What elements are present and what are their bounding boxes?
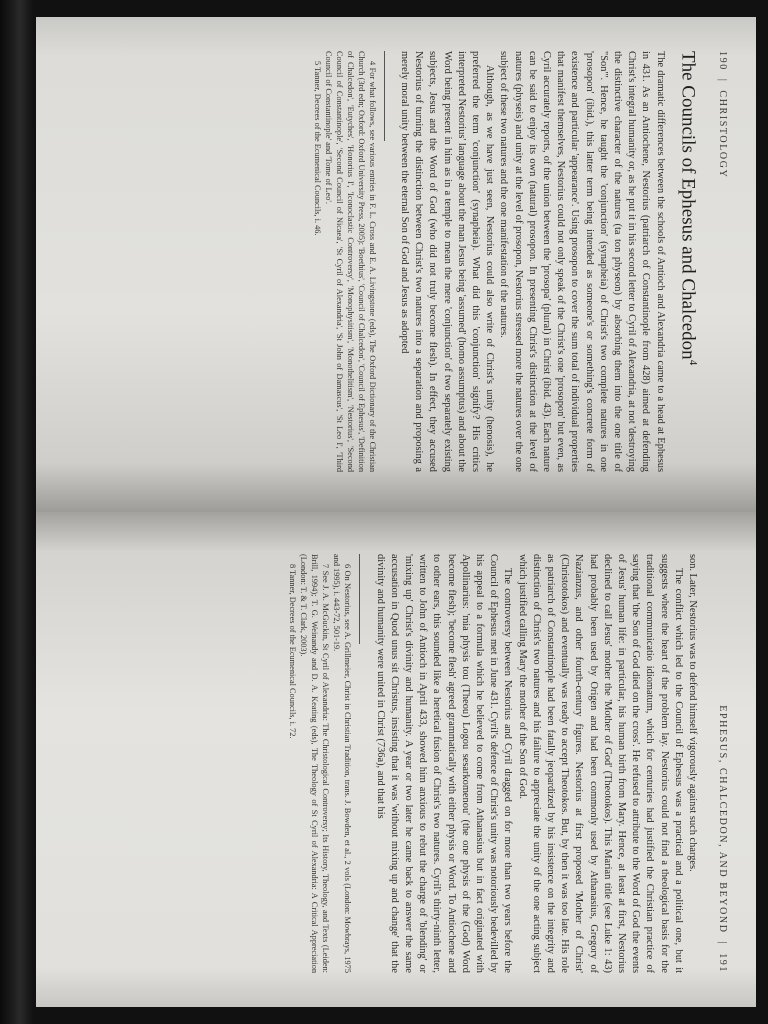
heading-note-marker: 4 bbox=[687, 359, 699, 366]
right-page bbox=[36, 512, 756, 1007]
left-running-title: CHRISTOLOGY bbox=[717, 90, 728, 179]
left-page bbox=[36, 17, 756, 512]
left-paragraph-1: The dramatic differences between the schools of Antioch and Alexandria came to a head at Ephesus in 431. As an Antiochene, Nestorius (patriarch of Constantinople from 428) aimed at defending Christ's integral humanity or, as he put it in his second letter to Cyril of Alexandria, at not 'destroying the distinctive character of the natures (ta ton physeon) by absorbing them into the one title of "Son"'. Hence, he taught the 'conjunction' (synapheia) of Christ's two complete natures in one 'prosopon' (ibid.), this latter term being intended as someone's or something's concrete form of existence and particular 'appearance'. Using prosopon to cover the sum total of individual properties that manifest themselves, Nestorius could not only speak of the Christ's one 'prosopon' but even, as Cyril accurately reports, of the union between the 'prosopa' (plural) in Christ (ibid. 43). Each nature can be said to enjoy its own (natural) prosopon. In presenting Christ's distinction at the level of natures (physeis) and unity at the level of prosopon, Nestorius stressed more the natures over the one subject of these two natures and the one manifestation of the natures. bbox=[498, 51, 666, 472]
left-footnote-5: 5 Tanner, Decrees of the Ecumenical Councils, i. 46. bbox=[312, 61, 322, 236]
footnote-rule bbox=[384, 51, 385, 141]
left-paragraph-2: Although, as we have just seen, Nestorius could also write of Christ's unity (henosis), he preferred the term 'conjunction' (synapheia). What did this 'conjunction' signify? His critics interpreted Nestorius' language about the man Jesus being 'assumed' (homo assumptus) and about the Word being present in him as in a temple to mean the mere 'conjunction' of two separately existing subjects, Jesus and the Word of God (who did not truly become flesh). In effect, they accused Nestorius of turning the distinction between Christ's two natures into a separation and proposing a merely moral unity between the eternal Son of God and Jesus as adopted bbox=[399, 51, 496, 472]
section-heading-text: The Councils of Ephesus and Chalcedon bbox=[677, 51, 699, 360]
right-paragraph-2: The conflict which led to the Council of Ephesus was a practical and a political one, but it suggests where the heart of the problem lay. Nestorius could not find a theological basis for the traditional communicatio idiomatum, which for centuries had justified the Christian practice of saying that 'the Son of God died on the cross'. He refused to attribute to the Word of God the events of Jesus' human life: in particular, his human birth from Mary. Hence, at least at first, Nestorius declined to call Jesus' mother the 'Mother of God' (Theotokos). This Marian title (see Luke 1: 43) had probably been used by Origen and had been commonly used by Athanasius, Gregory of Nazianzus, and other fourth-century figures. Nestorius at first proposed 'Mother of Christ' (Christotokos) and eventually was ready to accept Theotokos. But, by then it was too late. His role as patriarch of Constantinople had been fatally jeopardized by his insistence on the integrity and distinction of Christ's two natures and his failure to appreciate the unity of the one acting subject which justified calling Mary the mother of the Son of God. bbox=[516, 554, 684, 973]
right-footnote-6: 6 On Nestorius, see A. Grillmeier, Christ in Christian Tradition, trans. J. Bowden, et al., 2 vols (London: Mowbrays, 1975 and 1995), i. 443-72, 501-19. bbox=[332, 554, 353, 973]
right-page-number: 191 bbox=[717, 953, 728, 973]
section-heading bbox=[677, 51, 699, 472]
footnote-rule bbox=[359, 554, 360, 644]
left-footnote-4: 4 For what follows, see various entries in F. L. Cross and E. A. Livingstone (eds), The Oxford Dictionary of the Christian Church (3rd edn; Oxford: Oxford University Press, 2005): 'Boethius', 'Council of Chalcedon', 'Council of Ephesus', 'Definition of Chalcedon', 'Eutyches', 'Honorius I', 'Iconoclastic Controversy', 'Monophysitism', 'Monothelitism', 'Nestorius', 'Second Council of Constantinople', 'Second Council of Nicaea', 'St Cyril of Alexandria', 'St John of Damascus', 'St Leo I', 'Third Council of Constantinople' and 'Tome of Leo'. bbox=[323, 51, 377, 472]
right-paragraph-1: son. Later, Nestorius was to defend himself vigorously against such charges. bbox=[687, 554, 698, 872]
right-footnote-7: 7 See J. A. McGuckin, St Cyril of Alexandria: The Christological Controversy; Its History, Theology, and Texts (Leiden: Brill, 1994); T. G. Weinandy and D. A. Keating (eds), The Theology of St Cyril of Alexandria: A Critical Appreciation (London: T. & T. Clark, 2003). bbox=[299, 554, 331, 973]
right-paragraph-3: The controversy between Nestorius and Cyril dragged on for more than two years before the Council of Ephesus met in June 431. Cyril's defence of Christ's unity was notoriously bedevilled by his appeal to a formula which he believed to come from Athanasius but in fact originated with Apollinarius: 'mia physis tou (Theou) Logou sesarkomenou' (the one physis of the (God) Word become flesh); 'become flesh' agreed grammatically with either physis or Word. To Antiochene and to other ears, this sounded like a heretical fusion of Christ's two natures. Cyril's thirty-ninth letter, written to John of Antioch in April 433, showed him anxious to rebut the charge of 'blending' or 'mixing up' Christ's divinity and humanity. A year or two later he came back to answer the same accusation in Quod unus sit Christus, insisting that it was 'without mixing up and change' that the divinity and humanity were united in Christ (736a), and that his bbox=[374, 554, 514, 973]
right-running-head: EPHESUS, CHALCEDON, AND BEYOND|191 bbox=[717, 705, 728, 973]
right-footnote-8: 8 Tanner, Decrees of the Ecumenical Councils, i. 72. bbox=[288, 564, 298, 739]
left-page-number: 190 bbox=[717, 51, 728, 71]
right-running-title: EPHESUS, CHALCEDON, AND BEYOND bbox=[717, 705, 728, 934]
left-running-head: 190|CHRISTOLOGY bbox=[717, 51, 728, 179]
book-spread bbox=[36, 17, 756, 1007]
